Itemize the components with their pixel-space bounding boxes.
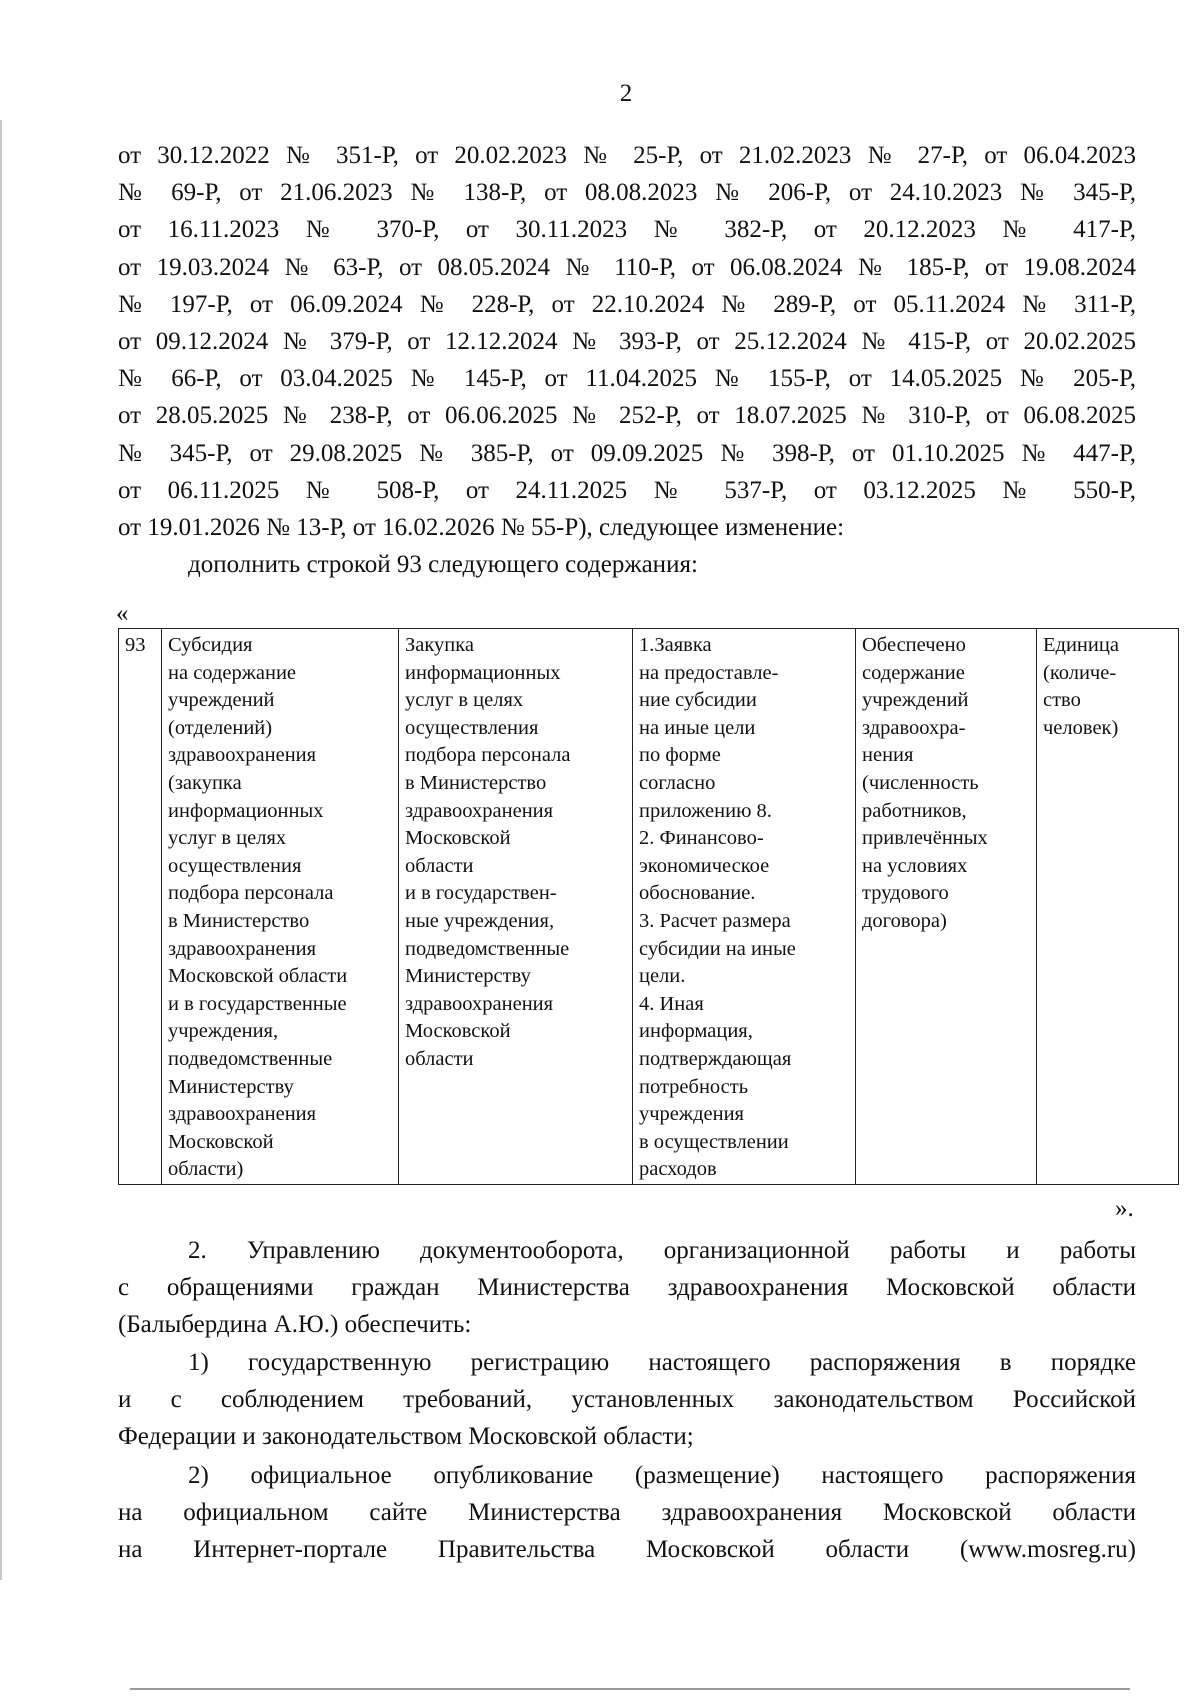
closing-quote: ». — [1115, 1195, 1134, 1222]
text-line: от 06.11.2025 № 508-Р, от 24.11.2025 № 537-Р, от 03.12.2025 № 550-Р, — [118, 476, 1136, 504]
supplement-instruction: дополнить строкой 93 следующего содержания: — [188, 551, 698, 579]
text-line: от 30.12.2022 № 351-Р, от 20.02.2023 № 25-Р, от 21.02.2023 № 27-Р, от 06.04.2023 — [118, 142, 1136, 169]
text-line: от 19.01.2026 № 13-Р, от 16.02.2026 № 55-Р), следующее изменение: — [118, 513, 845, 541]
required-documents-cell: 1.Заявка на предоставле- ние субсидии на иные цели по форме согласно приложению 8. 2. Финансово- экономическое обоснование. 3. Расчет размера субсидии на иные цели. 4. Иная информация, подтверждающая потребность учреждения в осуществлении расходов — [633, 629, 856, 1185]
opening-quote: « — [116, 600, 129, 627]
item-2-2-paragraph — [118, 1457, 1136, 1569]
text-line: Федерации и законодательством Московской области; — [118, 1423, 694, 1451]
subsidy-name-cell: Субсидия на содержание учреждений (отделений) здравоохранения (закупка информационных услуг в целях осуществления подбора персонала в Министерство здравоохранения Московской области и в государственные учреждения, подведомственные Министерству здравоохранения Московской области) — [162, 629, 399, 1185]
amendment-table — [118, 628, 1179, 1185]
item-2-1-paragraph — [118, 1344, 1136, 1456]
amendment-references-paragraph — [118, 137, 1136, 583]
result-cell: Обеспечено содержание учреждений здравоохра- нения (численность работников, привлечённых на условиях трудового договора) — [856, 629, 1037, 1185]
scan-left-edge — [0, 120, 2, 1580]
text-line: 1) государственную регистрацию настоящего распоряжения в порядке — [188, 1349, 1136, 1376]
page-number: 2 — [619, 80, 633, 107]
text-line: и с соблюдением требований, установленных законодательством Российской — [118, 1386, 1136, 1414]
text-line: на Интернет-портале Правительства Московской области (www.mosreg.ru) — [118, 1536, 1136, 1564]
item-2-paragraph — [118, 1232, 1136, 1344]
scan-bottom-edge — [130, 1688, 1130, 1690]
text-line: 2. Управлению документооборота, организационной работы и работы — [188, 1237, 1136, 1264]
text-line: (Балыбердина А.Ю.) обеспечить: — [118, 1311, 472, 1339]
text-line: на официальном сайте Министерства здравоохранения Московской области — [118, 1499, 1136, 1527]
text-line: № 69-Р, от 21.06.2023 № 138-Р, от 08.08.2023 № 206-Р, от 24.10.2023 № 345-Р, — [118, 179, 1136, 207]
text-line: № 66-Р, от 03.04.2025 № 145-Р, от 11.04.2025 № 155-Р, от 14.05.2025 № 205-Р, — [118, 365, 1136, 393]
text-line: от 28.05.2025 № 238-Р, от 06.06.2025 № 252-Р, от 18.07.2025 № 310-Р, от 06.08.2025 — [118, 402, 1136, 430]
text-line: № 197-Р, от 06.09.2024 № 228-Р, от 22.10.2024 № 289-Р, от 05.11.2024 № 311-Р, — [118, 290, 1136, 318]
table-row — [119, 629, 1179, 1185]
subsidy-purpose-cell: Закупка информационных услуг в целях осуществления подбора персонала в Министерство здравоохранения Московской области и в государствен- ные учреждения, подведомственные Министерству здравоохранения Московской области — [399, 629, 633, 1185]
text-line: № 345-Р, от 29.08.2025 № 385-Р, от 09.09.2025 № 398-Р, от 01.10.2025 № 447-Р, — [118, 439, 1136, 467]
text-line: от 19.03.2024 № 63-Р, от 08.05.2024 № 110-Р, от 06.08.2024 № 185-Р, от 19.08.2024 — [118, 253, 1136, 281]
row-number-cell: 93 — [119, 629, 162, 1185]
text-line: от 16.11.2023 № 370-Р, от 30.11.2023 № 382-Р, от 20.12.2023 № 417-Р, — [118, 216, 1136, 244]
unit-cell: Единица (количе- ство человек) — [1037, 629, 1179, 1185]
text-line: с обращениями граждан Министерства здравоохранения Московской области — [118, 1274, 1136, 1302]
text-line: от 09.12.2024 № 379-Р, от 12.12.2024 № 393-Р, от 25.12.2024 № 415-Р, от 20.02.2025 — [118, 327, 1136, 355]
text-line: 2) официальное опубликование (размещение) настоящего распоряжения — [188, 1462, 1136, 1489]
